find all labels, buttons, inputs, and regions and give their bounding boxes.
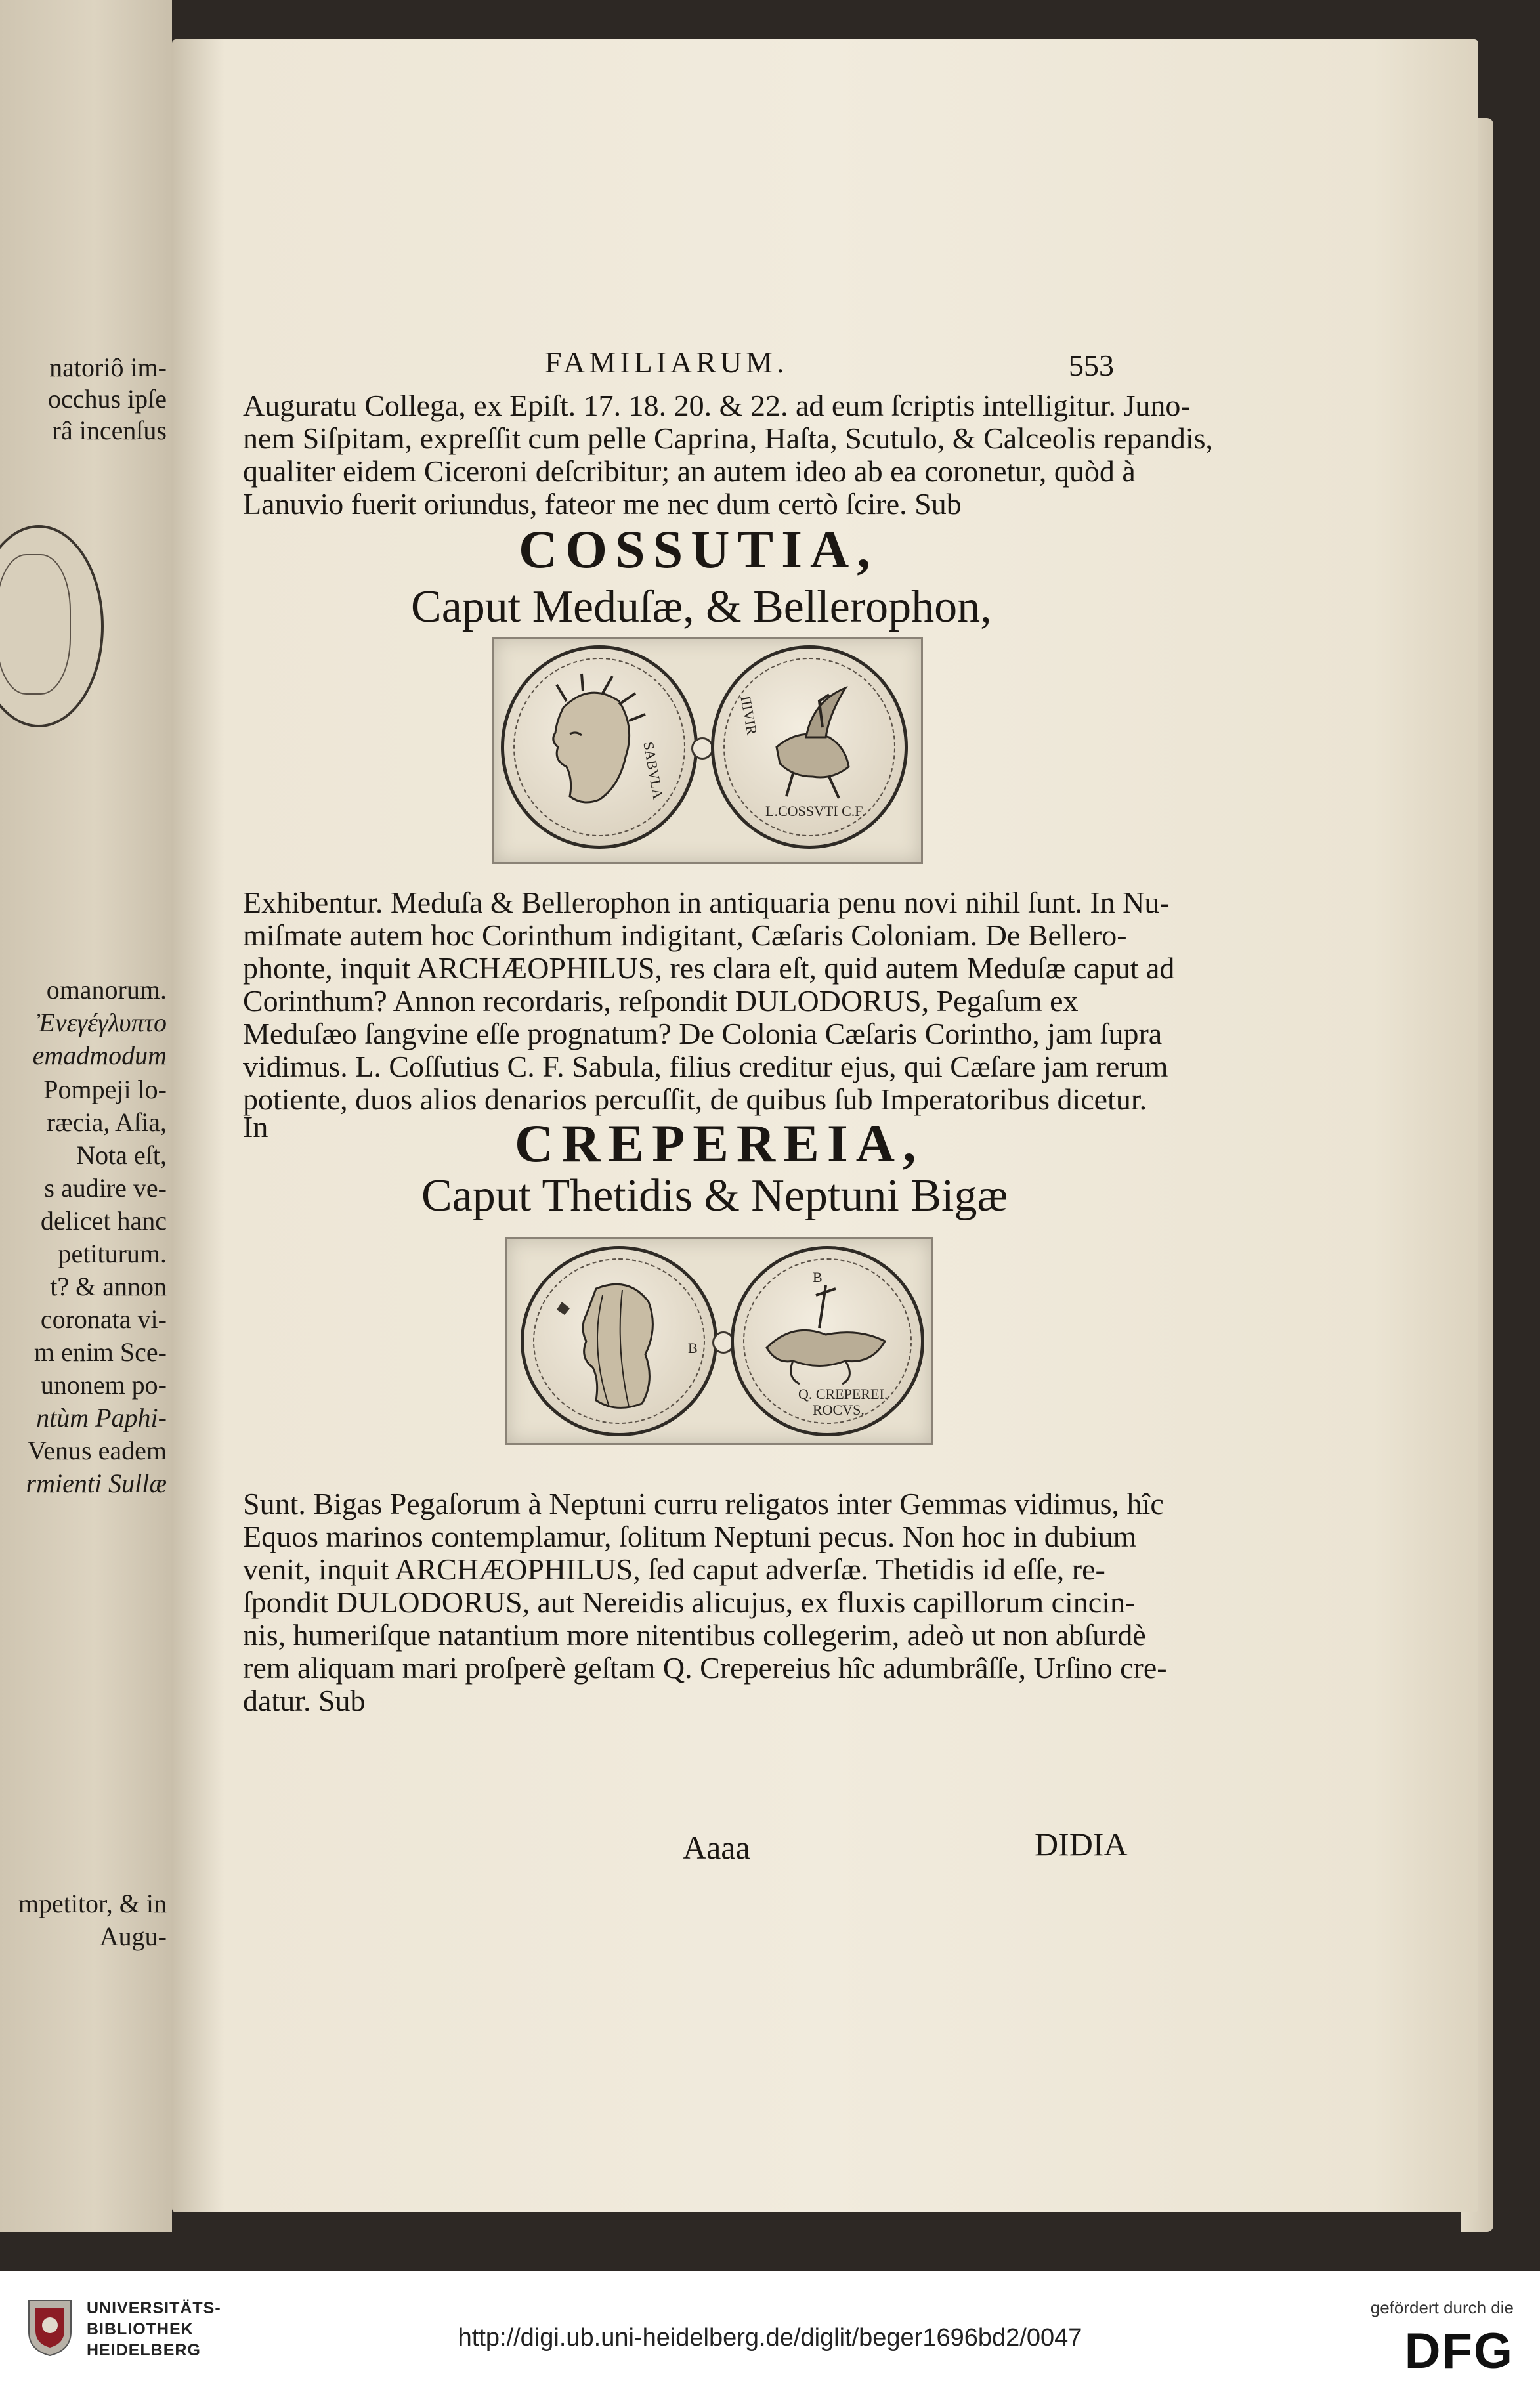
signature-mark: DIDIA xyxy=(1035,1826,1128,1862)
coin-reverse-bellerophon xyxy=(711,645,908,849)
coin-obverse-thetis xyxy=(521,1246,717,1436)
left-page-line: t? & annon xyxy=(50,1272,167,1301)
left-page-line: mpetitor, & in xyxy=(18,1889,167,1918)
left-page-line: coronata vi- xyxy=(40,1304,167,1334)
funding-label: gefördert durch die xyxy=(1370,2298,1514,2317)
left-page-line: rmienti Sullæ xyxy=(26,1469,167,1498)
left-page-line: s audire ve- xyxy=(44,1173,167,1203)
text-line: Lanuvio fuerit oriundus, fateor me nec dum certò ſcire. Sub xyxy=(243,487,962,521)
left-page-coin-figure xyxy=(0,554,71,695)
left-page-line: ntùm Paphi- xyxy=(36,1403,167,1432)
running-head: FAMILIARUM. xyxy=(545,345,788,379)
plate-link-ring xyxy=(691,737,714,760)
text-line: nis, humeriſque natantium more nitentibus collegerim, adeò ut non abſurdè xyxy=(243,1618,1146,1652)
coin-plate-crepereia xyxy=(505,1237,933,1445)
text-line: potiente, duos alios denarios percuſſit, de quibus ſub Imperatoribus dicetur. xyxy=(243,1083,1147,1116)
university-name-line: BIBLIOTHEK xyxy=(87,2320,194,2338)
thetis-head-icon xyxy=(524,1249,714,1433)
section-subtitle-crepereia: Caput Thetidis & Neptuni Bigæ xyxy=(421,1171,1008,1221)
coin-legend-cossuti: L.COSSVTI C.F. xyxy=(765,803,866,819)
text-line: ſpondit DULODORUS, aut Nereidis alicujus, ex fluxis capillorum cincin- xyxy=(243,1585,1136,1619)
footer-bar xyxy=(0,2271,1540,2385)
left-page-line: Pompeji lo- xyxy=(43,1075,167,1104)
left-page-line: Ἐνεγέγλυπτο xyxy=(36,1008,167,1037)
text-line: Auguratu Collega, ex Epiſt. 17. 18. 20. & 22. ad eum ſcriptis intelligitur. Juno- xyxy=(243,389,1191,422)
page-number: 553 xyxy=(1069,349,1114,382)
dfg-logo: DFG xyxy=(1404,2323,1514,2379)
text-line: qualiter eidem Ciceroni deſcribitur; an autem ideo ab ea coronetur, quòd à xyxy=(243,454,1136,488)
left-page-coin xyxy=(0,525,104,727)
coin-legend-sabula: SABVLA xyxy=(640,741,667,801)
left-page-line: Augu- xyxy=(99,1922,167,1951)
left-page-line: Venus eadem xyxy=(27,1436,167,1465)
coin-obverse-mark: B xyxy=(688,1340,698,1356)
left-page-line: râ incenſus xyxy=(52,416,167,445)
coin-obverse-medusa xyxy=(501,645,698,849)
text-line: venit, inquit ARCHÆOPHILUS, ſed caput adverſæ. Thetidis id eſſe, re- xyxy=(243,1553,1105,1586)
university-name-line: UNIVERSITÄTS- xyxy=(87,2299,221,2317)
section-subtitle-cossutia: Caput Meduſæ, & Bellerophon, xyxy=(411,582,992,632)
text-line: miſmate autem hoc Corinthum indigitant, Cæſaris Coloniam. De Bellero- xyxy=(243,918,1127,952)
left-page-line: omanorum. xyxy=(46,975,167,1004)
left-facing-page xyxy=(0,0,172,2232)
left-page-line: petiturum. xyxy=(58,1239,167,1268)
coin-legend-iiivir: IIIVIR xyxy=(737,695,761,737)
left-page-line: delicet hanc xyxy=(40,1206,167,1235)
coin-plate-cossutia xyxy=(492,637,923,864)
permalink-url[interactable]: http://digi.ub.uni-heidelberg.de/diglit/beger1696bd2/0047 xyxy=(458,2324,1082,2352)
coin-reverse-mark: B xyxy=(813,1269,823,1285)
section-title-crepereia: CREPEREIA, xyxy=(515,1113,924,1173)
left-page-line: unonem po- xyxy=(40,1370,167,1400)
text-line: rem aliquam mari proſperè geſtam Q. Crepereius hîc adumbrâſſe, Urſino cre- xyxy=(243,1651,1167,1685)
left-page-line: emadmodum xyxy=(32,1041,167,1070)
left-page-line: natoriô im- xyxy=(49,353,167,382)
text-line: Meduſæo ſangvine eſſe prognatum? De Colonia Cæſaris Corintho, jam ſupra xyxy=(243,1017,1163,1050)
section-title-cossutia: COSSUTIA, xyxy=(519,519,878,579)
text-line: datur. Sub xyxy=(243,1684,366,1717)
text-line: In xyxy=(243,1110,268,1144)
text-line: vidimus. L. Coſſutius C. F. Sabula, filius creditur ejus, qui Cæſare jam rerum xyxy=(243,1050,1168,1083)
text-line: phonte, inquit ARCHÆOPHILUS, res clara eſt, quid autem Meduſæ caput ad xyxy=(243,951,1175,985)
left-page-line: m enim Sce- xyxy=(33,1337,167,1367)
text-line: Equos marinos contemplamur, ſolitum Neptuni pecus. Non hoc in dubium xyxy=(243,1520,1137,1553)
university-name-line: HEIDELBERG xyxy=(87,2341,201,2359)
medusa-head-icon xyxy=(504,649,695,846)
catchword: Aaaa xyxy=(683,1829,750,1866)
text-line: Sunt. Bigas Pegaſorum à Neptuni curru religatos inter Gemmas vidimus, hîc xyxy=(243,1487,1164,1520)
coin-legend-rocus: ROCVS. xyxy=(813,1402,865,1418)
text-line: Corinthum? Annon recordaris, reſpondit DULODORUS, Pegaſum ex xyxy=(243,984,1079,1018)
left-page-line: ræcia, Aſia, xyxy=(46,1107,167,1137)
text-line: nem Siſpitam, expreſſit cum pelle Caprina, Haſta, Scutulo, & Calceolis repandis, xyxy=(243,421,1214,455)
left-page-line: Nota eſt, xyxy=(76,1140,167,1170)
text-line: Exhibentur. Meduſa & Bellerophon in antiquaria penu novi nihil ſunt. In Nu- xyxy=(243,886,1170,919)
left-page-line: occhus ipſe xyxy=(47,384,167,414)
coin-reverse-neptune-biga xyxy=(731,1246,924,1436)
coin-legend-creperei: Q. CREPEREI. xyxy=(798,1386,888,1402)
